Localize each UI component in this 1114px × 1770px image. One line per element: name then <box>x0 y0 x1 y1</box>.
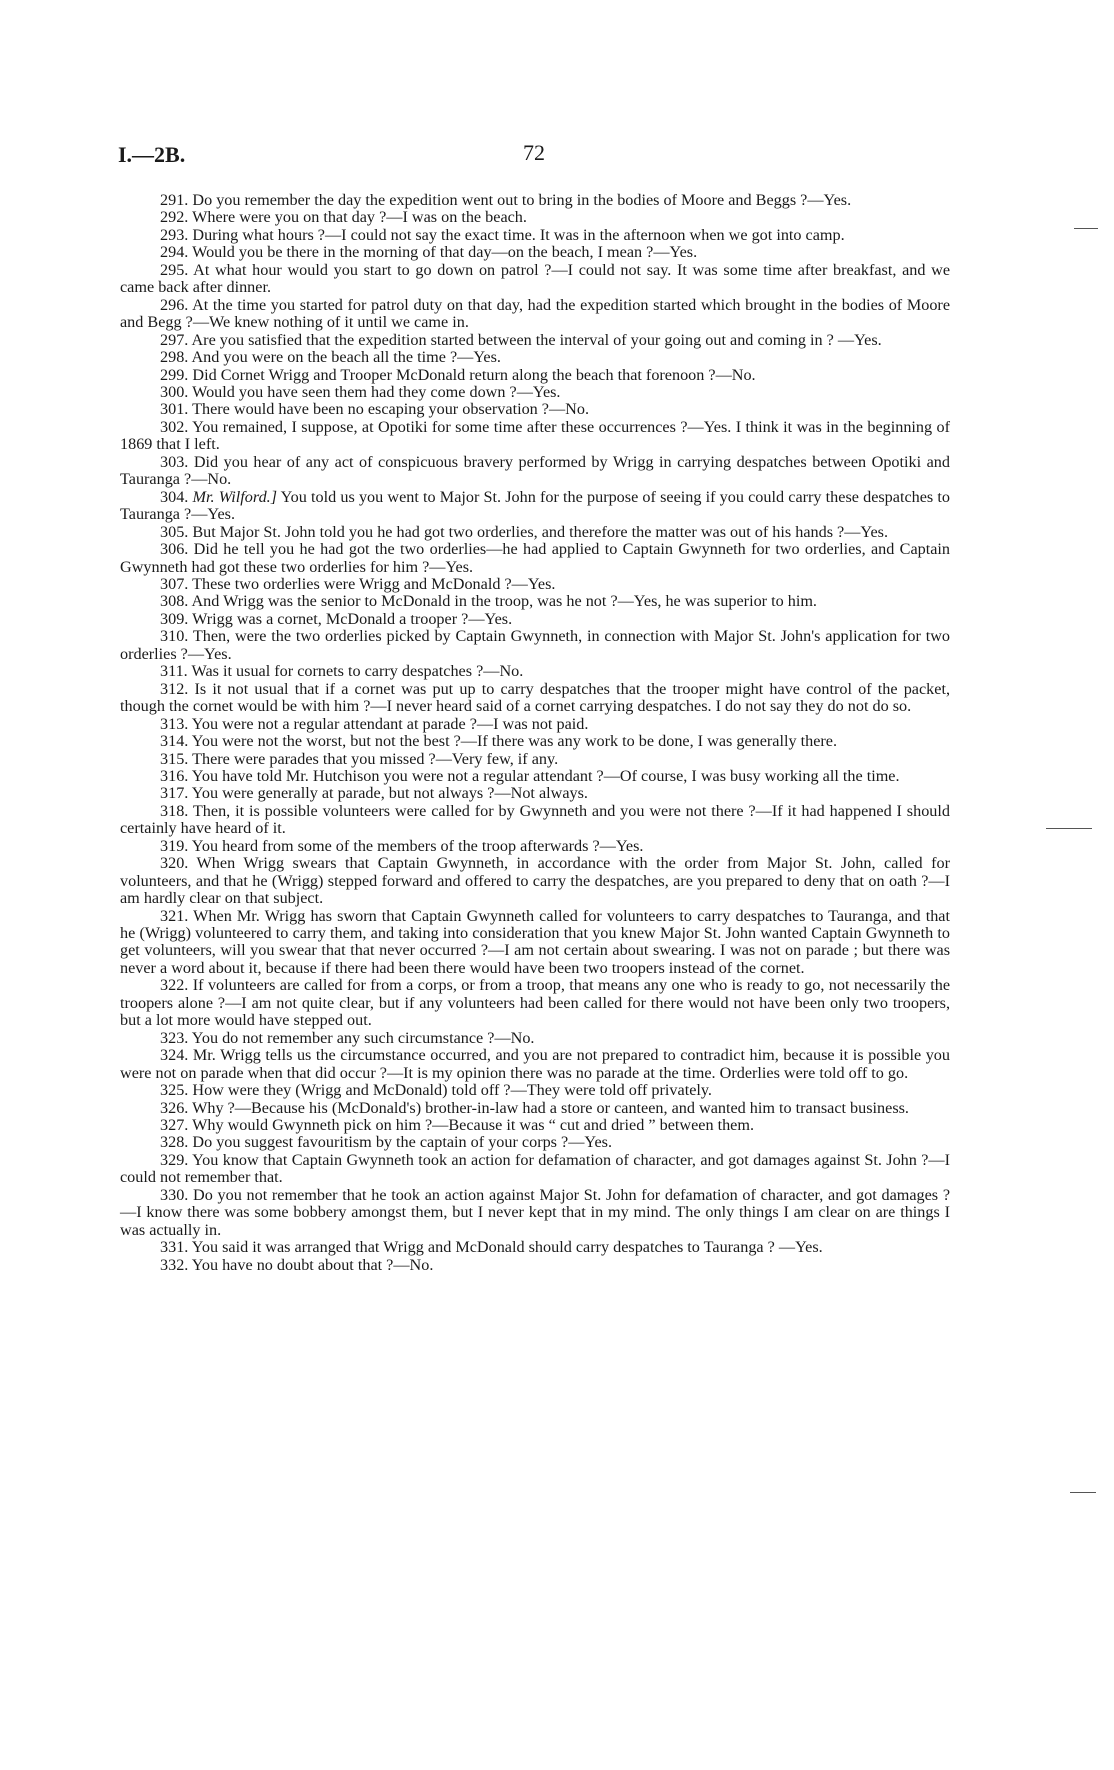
question-number: 296. <box>160 295 189 314</box>
question-text: Did Cornet Wrigg and Trooper McDonald return along the beach that forenoon ?—No. <box>192 365 756 384</box>
question-number: 300. <box>160 382 189 401</box>
question-number: 314. <box>160 732 189 751</box>
margin-mark <box>1070 1492 1096 1493</box>
question-number: 329. <box>160 1150 189 1169</box>
question-text: If volunteers are called for from a corps, or from a troop, that means any one who is ready to go, not necessarily the troopers alone ?—I am not quite clear, but if any volunteers had been called for there would not have been only two troopers, but a lot more would have stepped out. <box>120 976 951 1030</box>
question-number: 307. <box>160 574 189 593</box>
question-text: Then, were the two orderlies picked by Captain Gwynneth, in connection with Major St. John's application for two orderlies ?—Yes. <box>120 627 950 663</box>
margin-mark <box>1046 828 1092 829</box>
question-number: 301. <box>160 400 189 419</box>
question-paragraph <box>120 332 950 349</box>
question-text: There were parades that you missed ?—Very few, if any. <box>192 749 559 768</box>
question-text: Where were you on that day ?—I was on the beach. <box>192 208 527 227</box>
question-number: 321. <box>160 906 189 925</box>
question-paragraph <box>120 1117 950 1134</box>
question-number: 330. <box>160 1185 189 1204</box>
question-paragraph <box>120 855 950 907</box>
question-paragraph <box>120 384 950 401</box>
evidence-body <box>120 192 950 1274</box>
question-text: You said it was arranged that Wrigg and McDonald should carry despatches to Tauranga ? —Yes. <box>191 1238 823 1257</box>
question-text: Why would Gwynneth pick on him ?—Because it was “ cut and dried ” between them. <box>192 1116 755 1135</box>
question-paragraph <box>120 908 950 978</box>
question-text: Do you remember the day the expedition went out to bring in the bodies of Moore and Beggs ?—Yes. <box>192 191 852 209</box>
question-number: 328. <box>160 1133 189 1152</box>
question-paragraph <box>120 1187 950 1239</box>
question-text: You told us you went to Major St. John for the purpose of seeing if you could carry these despatches to Tauranga ?—Yes. <box>120 487 950 524</box>
question-paragraph <box>120 628 950 663</box>
question-text: Are you satisfied that the expedition started between the interval of your going out and coming in ? —Yes. <box>191 330 882 349</box>
question-paragraph <box>120 1100 950 1117</box>
question-text: Would you have seen them had they come down ?—Yes. <box>192 382 561 401</box>
question-paragraph <box>120 576 950 593</box>
question-number: 299. <box>160 365 189 384</box>
question-text: During what hours ?—I could not say the exact time. It was in the afternoon when we got into camp. <box>192 225 845 244</box>
question-number: 327. <box>160 1116 189 1135</box>
question-number: 310. <box>160 627 189 646</box>
question-number: 332. <box>160 1255 189 1274</box>
question-text: You remained, I suppose, at Opotiki for some time after these occurrences ?—Yes. I think it was in the beginning of 1869 that I left. <box>120 417 950 454</box>
question-paragraph <box>120 1030 950 1047</box>
question-text: Then, it is possible volunteers were called for by Gwynneth and you were not there ?—If it had happened I should certainly have heard of it. <box>120 801 950 838</box>
question-text: Did he tell you he had got the two orderlies—he had applied to Captain Gwynneth for two orderlies, and Captain Gwynneth had got these two orderlies for him ?—Yes. <box>120 540 951 576</box>
question-number: 304. <box>160 487 189 506</box>
question-paragraph <box>120 541 950 576</box>
question-text: When Wrigg swears that Captain Gwynneth, in accordance with the order from Major St. John, called for volunteers, and that he (Wrigg) stepped forward and offered to carry the despatches, are you prepared to deny that on oath ?—I am hardly clear on that subject. <box>120 854 950 908</box>
question-paragraph <box>120 1239 950 1256</box>
question-number: 295. <box>160 260 189 279</box>
question-text: You were not a regular attendant at parade ?—I was not paid. <box>191 714 589 733</box>
question-paragraph <box>120 349 950 366</box>
question-number: 297. <box>160 330 189 349</box>
question-number: 323. <box>160 1028 189 1047</box>
question-number: 312. <box>160 679 189 698</box>
question-paragraph <box>120 454 950 489</box>
question-number: 317. <box>160 784 189 803</box>
question-text: You have no doubt about that ?—No. <box>191 1255 434 1274</box>
question-paragraph <box>120 192 950 209</box>
question-number: 293. <box>160 225 189 244</box>
question-paragraph <box>120 1082 950 1099</box>
question-paragraph <box>120 1257 950 1274</box>
question-paragraph <box>120 297 950 332</box>
speaker-label: Mr. Wilford.] <box>192 487 278 506</box>
question-number: 294. <box>160 243 189 262</box>
question-number: 305. <box>160 522 189 541</box>
question-text: You know that Captain Gwynneth took an action for defamation of character, and got damages against St. John ?—I could not remember that. <box>120 1150 950 1187</box>
question-paragraph <box>120 1134 950 1151</box>
question-text: When Mr. Wrigg has sworn that Captain Gwynneth called for volunteers to carry despatches to Tauranga, and that he (Wrigg) volunteered to carry them, and taking into consideration that you knew Major St. John wanted Captain Gwynneth to get volunteers, will you swear that that never occurred ?—I am not certain about swearing. I was not on parade ; but there was never a word about it, because if there had been there would have been two troopers instead of the cornet. <box>120 906 950 977</box>
question-text: Why ?—Because his (McDonald's) brother-in-law had a store or canteen, and wanted him to transact business. <box>192 1098 909 1117</box>
question-text: And Wrigg was the senior to McDonald in the troop, was he not ?—Yes, he was superior to him. <box>191 592 817 611</box>
question-text: You were not the worst, but not the best ?—If there was any work to be done, I was generally there. <box>191 732 838 751</box>
question-paragraph <box>120 663 950 680</box>
question-paragraph <box>120 524 950 541</box>
question-text: These two orderlies were Wrigg and McDonald ?—Yes. <box>192 574 556 593</box>
page-header <box>118 142 948 182</box>
question-paragraph <box>120 227 950 244</box>
question-number: 298. <box>160 348 189 367</box>
question-paragraph <box>120 611 950 628</box>
question-text: You do not remember any such circumstance ?—No. <box>191 1028 535 1047</box>
question-paragraph <box>120 1152 950 1187</box>
margin-mark <box>1074 228 1098 229</box>
question-number: 318. <box>160 801 189 820</box>
question-paragraph <box>120 768 950 785</box>
question-text: There would have been no escaping your observation ?—No. <box>192 400 590 419</box>
question-number: 311. <box>160 662 188 681</box>
question-paragraph <box>120 733 950 750</box>
question-number: 303. <box>160 452 189 471</box>
question-paragraph <box>120 401 950 418</box>
question-paragraph <box>120 419 950 454</box>
question-number: 319. <box>160 836 189 855</box>
question-text: Do you suggest favouritism by the captain of your corps ?—Yes. <box>192 1133 612 1152</box>
page-number: 72 <box>523 140 545 165</box>
question-paragraph <box>120 803 950 838</box>
question-text: You have told Mr. Hutchison you were not a regular attendant ?—Of course, I was busy working all the time. <box>191 766 900 785</box>
question-number: 291. <box>160 191 189 209</box>
question-text: But Major St. John told you he had got two orderlies, and therefore the matter was out of his hands ?—Yes. <box>192 522 889 541</box>
question-paragraph <box>120 489 950 524</box>
question-number: 316. <box>160 766 189 785</box>
question-number: 325. <box>160 1081 189 1100</box>
question-number: 322. <box>160 976 189 995</box>
question-paragraph <box>120 977 950 1029</box>
question-text: Wrigg was a cornet, McDonald a trooper ?—Yes. <box>192 609 513 628</box>
question-text: Do you not remember that he took an action against Major St. John for defamation of character, and got damages ?—I know there was some bobbery amongst them, but I never kept that in my mind. The only things I am clear on are things I was actually in. <box>120 1185 951 1239</box>
question-text: Mr. Wrigg tells us the circumstance occurred, and you are not prepared to contradict him, because it is possible you were not on parade when that did occur ?—It is my opinion there was no parade at the time. Orderlies were told off to go. <box>120 1046 950 1082</box>
question-text: And you were on the beach all the time ?—Yes. <box>191 348 501 367</box>
question-text: You were generally at parade, but not always ?—Not always. <box>191 784 588 803</box>
question-paragraph <box>120 593 950 610</box>
question-number: 315. <box>160 749 189 768</box>
question-text: Did you hear of any act of conspicuous bravery performed by Wrigg in carrying despatches between Opotiki and Tauranga ?—No. <box>120 452 950 489</box>
question-text: At the time you started for patrol duty on that day, had the expedition started which brought in the bodies of Moore and Begg ?—We knew nothing of it until we came in. <box>120 295 951 332</box>
question-paragraph <box>120 262 950 297</box>
question-paragraph <box>120 716 950 733</box>
question-paragraph <box>120 681 950 716</box>
question-number: 292. <box>160 208 189 227</box>
question-number: 306. <box>160 540 189 559</box>
question-paragraph <box>120 1047 950 1082</box>
question-number: 308. <box>160 592 189 611</box>
question-text: Would you be there in the morning of that day—on the beach, I mean ?—Yes. <box>192 243 698 262</box>
question-number: 309. <box>160 609 189 628</box>
question-number: 331. <box>160 1238 189 1257</box>
question-text: Is it not usual that if a cornet was put up to carry despatches that the trooper might have control of the packet, though the cornet would be with him ?—I never heard said of a cornet carrying despatches. I do not say they do not do so. <box>120 679 950 716</box>
question-number: 302. <box>160 417 189 436</box>
question-paragraph <box>120 785 950 802</box>
question-paragraph <box>120 838 950 855</box>
question-paragraph <box>120 367 950 384</box>
question-number: 320. <box>160 854 189 873</box>
question-paragraph <box>120 244 950 261</box>
question-text: How were they (Wrigg and McDonald) told off ?—They were told off privately. <box>192 1081 712 1100</box>
paper-reference: I.—2B. <box>118 142 186 167</box>
question-text: At what hour would you start to go down on patrol ?—I could not say. It was some time after breakfast, and we came back after dinner. <box>120 260 951 297</box>
question-paragraph <box>120 209 950 226</box>
question-number: 324. <box>160 1046 189 1065</box>
question-number: 313. <box>160 714 189 733</box>
question-text: You heard from some of the members of the troop afterwards ?—Yes. <box>191 836 644 855</box>
question-text: Was it usual for cornets to carry despatches ?—No. <box>191 662 524 681</box>
question-paragraph <box>120 751 950 768</box>
question-number: 326. <box>160 1098 189 1117</box>
